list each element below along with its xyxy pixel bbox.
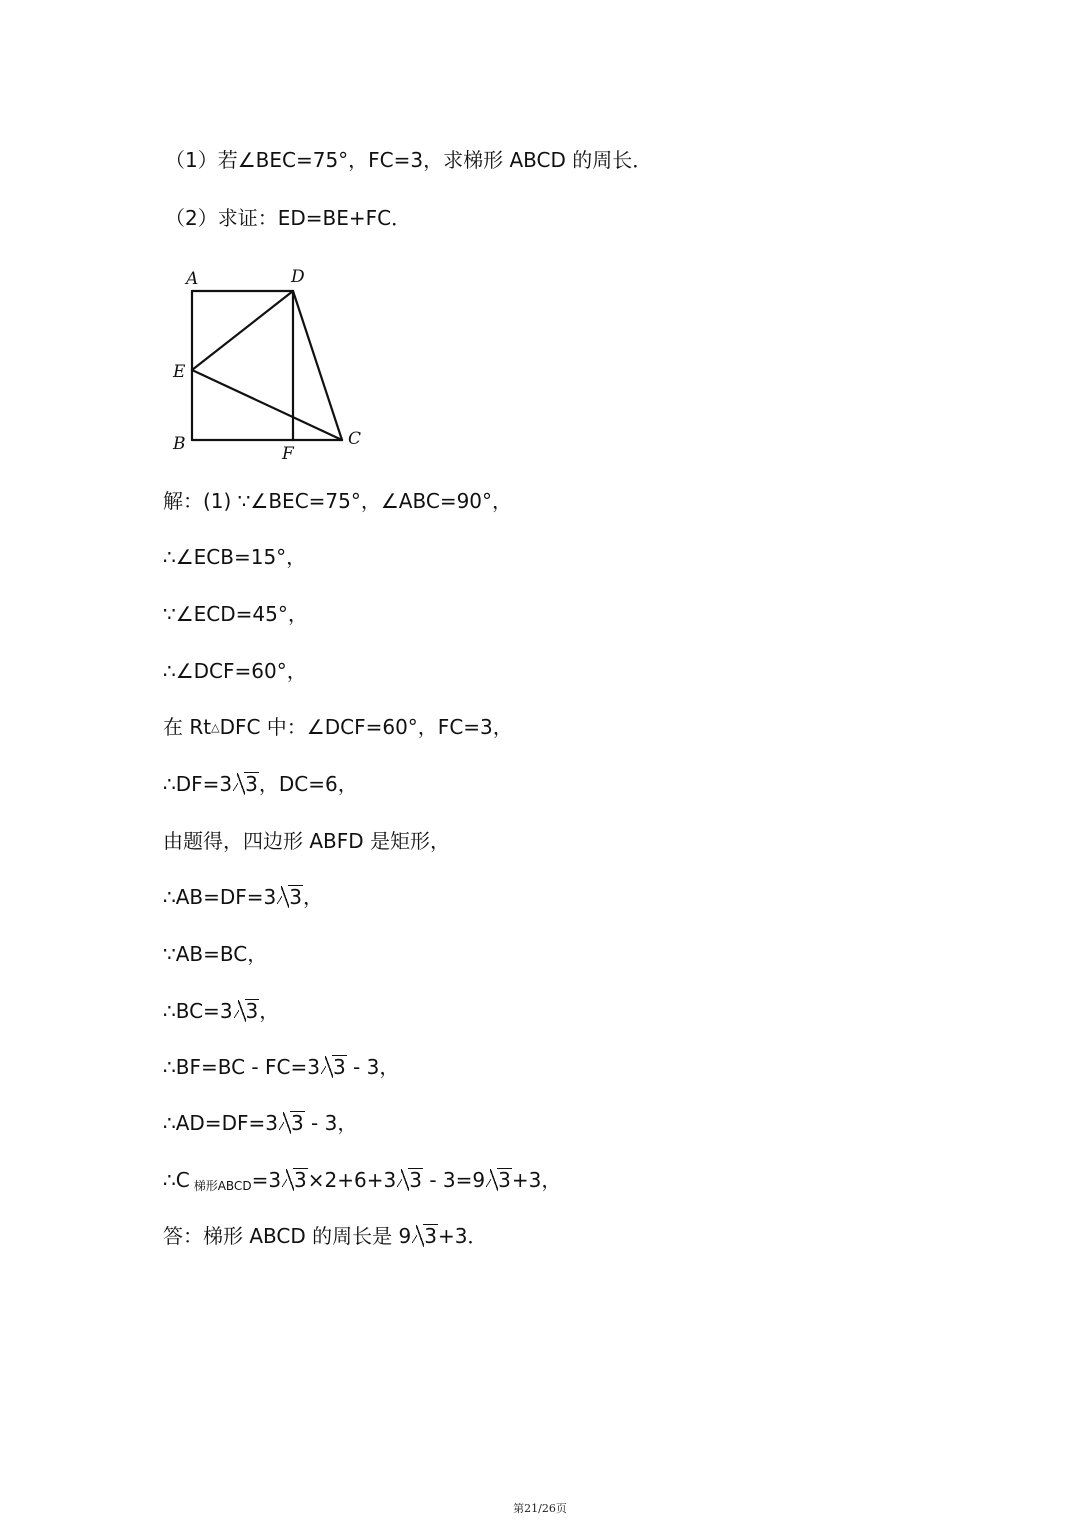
solution-line-1: 解：(1) ∵∠BEC=75°，∠ABC=90°， <box>163 489 513 513</box>
sqrt-symbol <box>486 1166 512 1194</box>
question-part2: （2）求证：ED=BE+FC． <box>165 206 412 230</box>
sqrt-radicand: 3 <box>245 999 259 1023</box>
label-b: B <box>173 434 186 454</box>
text: - 3， <box>304 1111 358 1135</box>
text: ∴BC=3 <box>163 999 233 1023</box>
text: ， <box>259 999 280 1023</box>
sqrt-symbol <box>412 1222 438 1250</box>
text: ∴AD=DF=3 <box>163 1111 278 1135</box>
text: - 3=9 <box>422 1168 486 1192</box>
sqrt-radicand: 3 <box>424 1224 437 1248</box>
solution-line-4: ∴∠DCF=60°， <box>163 659 307 683</box>
text: ×2+6+3 <box>307 1168 397 1192</box>
label-e: E <box>173 362 186 382</box>
text: ∴DF=3 <box>163 772 233 796</box>
label-f: F <box>282 444 294 464</box>
text: ∴BF=BC - FC=3 <box>163 1055 320 1079</box>
sqrt-radicand: 3 <box>498 1168 511 1192</box>
text: DFC 中：∠DCF=60°，FC=3， <box>219 715 513 739</box>
solution-line-5 <box>163 713 513 742</box>
solution-line-10 <box>163 997 279 1025</box>
question-part1: （1）若∠BEC=75°，FC=3，求梯形 ABCD 的周长． <box>165 148 653 172</box>
triangle-symbol: △ <box>211 721 220 734</box>
sqrt-radicand: 3 <box>289 885 303 909</box>
label-c: C <box>348 429 362 449</box>
sqrt-radicand: 3 <box>290 1111 304 1135</box>
solution-line-8 <box>163 883 323 911</box>
text: ，DC=6， <box>258 772 358 796</box>
sqrt-symbol <box>277 883 303 911</box>
sqrt-radicand: 3 <box>332 1055 346 1079</box>
sqrt-symbol <box>397 1166 423 1194</box>
segment-ed <box>192 291 293 370</box>
sqrt-radicand: 3 <box>294 1168 307 1192</box>
sqrt-symbol <box>321 1053 347 1081</box>
solution-line-7: 由题得，四边形 ABFD 是矩形， <box>163 829 451 853</box>
sqrt-symbol <box>234 997 260 1025</box>
solution-line-3: ∵∠ECD=45°， <box>163 602 308 626</box>
text: 在 Rt <box>163 715 212 739</box>
solution-line-13 <box>163 1166 561 1200</box>
text: ， <box>303 885 324 909</box>
solution-line-9: ∵AB=BC， <box>163 942 268 966</box>
geometry-figure <box>160 262 380 467</box>
perimeter-subscript: 梯形ABCD <box>193 1179 252 1193</box>
solution-line-11 <box>163 1053 399 1081</box>
text: 答：梯形 ABCD 的周长是 9 <box>163 1224 412 1248</box>
label-d: D <box>291 267 305 287</box>
text: ∴AB=DF=3 <box>163 885 277 909</box>
page-number: 第21/26页 <box>513 1502 567 1515</box>
sqrt-radicand: 3 <box>245 772 258 796</box>
solution-line-12 <box>163 1109 357 1137</box>
text: +3， <box>511 1168 562 1192</box>
solution-line-6 <box>163 770 358 798</box>
sqrt-symbol <box>279 1109 305 1137</box>
segment-ec <box>192 370 342 440</box>
label-a: A <box>186 269 199 289</box>
text: ∴C <box>163 1168 190 1192</box>
text: +3． <box>437 1224 488 1248</box>
segment-dc <box>293 291 342 440</box>
solution-answer <box>163 1222 487 1250</box>
text: =3 <box>251 1168 282 1192</box>
solution-line-2: ∴∠ECB=15°， <box>163 545 307 569</box>
sqrt-radicand: 3 <box>409 1168 422 1192</box>
sqrt-symbol <box>282 1166 308 1194</box>
sqrt-symbol <box>233 770 259 798</box>
text: - 3， <box>346 1055 400 1079</box>
